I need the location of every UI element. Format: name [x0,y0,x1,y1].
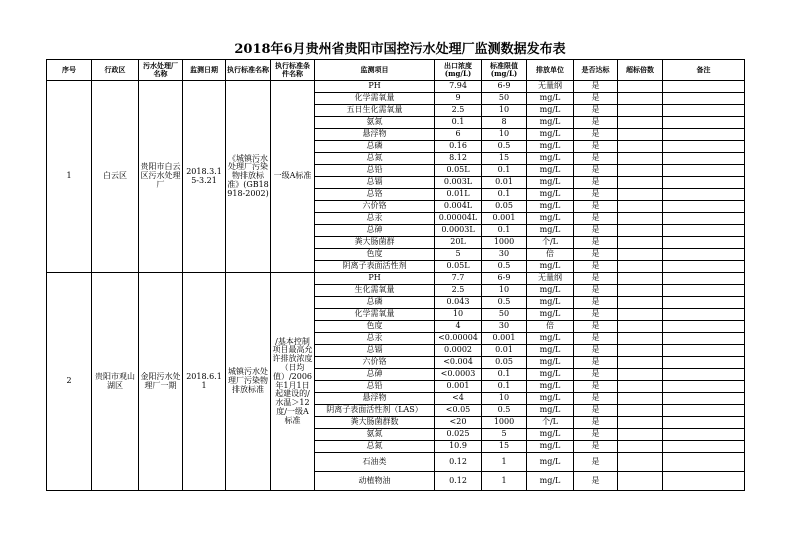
remark-cell [663,273,745,285]
remark-cell [663,369,745,381]
standard-limit-cell: 10 [482,285,527,297]
header-cell: 行政区 [92,60,139,81]
item-name-cell: PH [315,273,435,285]
unit-cell: mg/L [527,201,574,213]
remark-cell [663,225,745,237]
exceed-multiple-cell [618,417,663,429]
exceed-multiple-cell [618,429,663,441]
remark-cell [663,453,745,472]
standard-limit-cell: 0.5 [482,261,527,273]
standard-name-cell: 城镇污水处理厂污染物排放标准 [226,273,271,491]
compliance-cell: 是 [574,285,618,297]
plant-number-cell: 2 [47,273,92,491]
remark-cell [663,201,745,213]
outlet-concentration-cell: 2.5 [435,105,482,117]
outlet-concentration-cell: <0.0003 [435,369,482,381]
standard-condition-cell: /基本控制项目最高允许排放浓度（日均值）/2006年1月1日起建设的/水温＞12度/一级A 标准 [271,273,315,491]
page-title: 2018年6月贵州省贵阳市国控污水处理厂监测数据发布表 [234,42,566,57]
outlet-concentration-cell: 0.16 [435,141,482,153]
item-name-cell: 总砷 [315,225,435,237]
unit-cell: mg/L [527,357,574,369]
outlet-concentration-cell: 6 [435,129,482,141]
exceed-multiple-cell [618,285,663,297]
compliance-cell: 是 [574,429,618,441]
outlet-concentration-cell: 7.94 [435,81,482,93]
exceed-multiple-cell [618,201,663,213]
item-name-cell: 阴离子表面活性剂（LAS） [315,405,435,417]
standard-limit-cell: 6-9 [482,273,527,285]
standard-condition-cell: 一级A标准 [271,81,315,273]
exceed-multiple-cell [618,309,663,321]
compliance-cell: 是 [574,309,618,321]
header-cell: 超标倍数 [618,60,663,81]
outlet-concentration-cell: 2.5 [435,285,482,297]
remark-cell [663,405,745,417]
exceed-multiple-cell [618,189,663,201]
item-name-cell: 总磷 [315,141,435,153]
exceed-multiple-cell [618,177,663,189]
item-name-cell: 化学需氧量 [315,309,435,321]
compliance-cell: 是 [574,93,618,105]
standard-limit-cell: 0.1 [482,369,527,381]
outlet-concentration-cell: 0.00004L [435,213,482,225]
remark-cell [663,117,745,129]
exceed-multiple-cell [618,297,663,309]
compliance-cell: 是 [574,393,618,405]
exceed-multiple-cell [618,357,663,369]
compliance-cell: 是 [574,381,618,393]
header-cell: 执行标准条件名称 [271,60,315,81]
header-cell: 备注 [663,60,745,81]
remark-cell [663,261,745,273]
unit-cell: mg/L [527,472,574,491]
standard-limit-cell: 1 [482,472,527,491]
compliance-cell: 是 [574,273,618,285]
exceed-multiple-cell [618,369,663,381]
exceed-multiple-cell [618,453,663,472]
standard-name-cell: 《城镇污水处理厂污染物排放标准》(GB18918-2002) [226,81,271,273]
compliance-cell: 是 [574,321,618,333]
outlet-concentration-cell: 0.025 [435,429,482,441]
outlet-concentration-cell: 10 [435,309,482,321]
item-name-cell: 阴离子表面活性剂 [315,261,435,273]
unit-cell: mg/L [527,165,574,177]
outlet-concentration-cell: 20L [435,237,482,249]
remark-cell [663,129,745,141]
outlet-concentration-cell: 0.05L [435,261,482,273]
item-name-cell: 总砷 [315,369,435,381]
monitoring-date-cell: 2018.6.11 [183,273,226,491]
unit-cell: mg/L [527,405,574,417]
unit-cell: mg/L [527,453,574,472]
compliance-cell: 是 [574,189,618,201]
unit-cell: 倍 [527,321,574,333]
remark-cell [663,357,745,369]
item-name-cell: 悬浮物 [315,129,435,141]
item-name-cell: 总氮 [315,441,435,453]
standard-limit-cell: 0.01 [482,345,527,357]
outlet-concentration-cell: 0.004L [435,201,482,213]
outlet-concentration-cell: <20 [435,417,482,429]
remark-cell [663,105,745,117]
exceed-multiple-cell [618,405,663,417]
standard-limit-cell: 0.01 [482,177,527,189]
table-row [47,81,745,93]
exceed-multiple-cell [618,381,663,393]
outlet-concentration-cell: 0.043 [435,297,482,309]
item-name-cell: 化学需氧量 [315,93,435,105]
item-name-cell: 总镉 [315,177,435,189]
district-cell: 白云区 [92,81,139,273]
exceed-multiple-cell [618,441,663,453]
remark-cell [663,333,745,345]
monitoring-table [46,59,745,491]
plant-name-cell: 金阳污水处理厂一期 [139,273,183,491]
item-name-cell: 总铅 [315,381,435,393]
compliance-cell: 是 [574,165,618,177]
unit-cell: mg/L [527,213,574,225]
unit-cell: mg/L [527,309,574,321]
remark-cell [663,249,745,261]
item-name-cell: 五日生化需氧量 [315,105,435,117]
item-name-cell: 粪大肠菌群数 [315,417,435,429]
exceed-multiple-cell [618,141,663,153]
remark-cell [663,297,745,309]
exceed-multiple-cell [618,213,663,225]
item-name-cell: 色度 [315,321,435,333]
header-cell: 出口浓度(mg/L) [435,60,482,81]
compliance-cell: 是 [574,201,618,213]
exceed-multiple-cell [618,117,663,129]
item-name-cell: 悬浮物 [315,393,435,405]
compliance-cell: 是 [574,472,618,491]
compliance-cell: 是 [574,213,618,225]
standard-limit-cell: 10 [482,393,527,405]
exceed-multiple-cell [618,472,663,491]
compliance-cell: 是 [574,357,618,369]
header-cell: 排放单位 [527,60,574,81]
item-name-cell: 六价铬 [315,357,435,369]
district-cell: 贵阳市观山湖区 [92,273,139,491]
exceed-multiple-cell [618,81,663,93]
compliance-cell: 是 [574,237,618,249]
unit-cell: mg/L [527,141,574,153]
standard-limit-cell: 0.05 [482,201,527,213]
outlet-concentration-cell: 0.001 [435,381,482,393]
unit-cell: mg/L [527,177,574,189]
unit-cell: mg/L [527,333,574,345]
standard-limit-cell: 0.1 [482,381,527,393]
header-cell: 序号 [47,60,92,81]
item-name-cell: 总铅 [315,165,435,177]
standard-limit-cell: 0.05 [482,357,527,369]
remark-cell [663,417,745,429]
standard-limit-cell: 15 [482,153,527,165]
compliance-cell: 是 [574,153,618,165]
outlet-concentration-cell: 0.1 [435,117,482,129]
plant-number-cell: 1 [47,81,92,273]
outlet-concentration-cell: 4 [435,321,482,333]
exceed-multiple-cell [618,129,663,141]
plant-name-cell: 贵阳市白云区污水处理厂 [139,81,183,273]
unit-cell: mg/L [527,93,574,105]
outlet-concentration-cell: 0.0003L [435,225,482,237]
exceed-multiple-cell [618,225,663,237]
exceed-multiple-cell [618,93,663,105]
unit-cell: 倍 [527,249,574,261]
unit-cell: 个/L [527,417,574,429]
standard-limit-cell: 0.1 [482,189,527,201]
item-name-cell: 动植物油 [315,472,435,491]
item-name-cell: 总汞 [315,213,435,225]
monitoring-date-cell: 2018.3.15-3.21 [183,81,226,273]
compliance-cell: 是 [574,225,618,237]
remark-cell [663,165,745,177]
standard-limit-cell: 50 [482,309,527,321]
remark-cell [663,93,745,105]
standard-limit-cell: 0.001 [482,333,527,345]
unit-cell: 个/L [527,237,574,249]
item-name-cell: PH [315,81,435,93]
outlet-concentration-cell: <0.00004 [435,333,482,345]
unit-cell: mg/L [527,225,574,237]
standard-limit-cell: 0.1 [482,225,527,237]
outlet-concentration-cell: 0.05L [435,165,482,177]
outlet-concentration-cell: 9 [435,93,482,105]
header-row [47,60,745,81]
exceed-multiple-cell [618,249,663,261]
unit-cell: mg/L [527,261,574,273]
standard-limit-cell: 0.1 [482,165,527,177]
standard-limit-cell: 0.5 [482,297,527,309]
compliance-cell: 是 [574,177,618,189]
compliance-cell: 是 [574,81,618,93]
compliance-cell: 是 [574,417,618,429]
unit-cell: 无量纲 [527,273,574,285]
header-cell: 污水处理厂名称 [139,60,183,81]
outlet-concentration-cell: 10.9 [435,441,482,453]
unit-cell: mg/L [527,345,574,357]
standard-limit-cell: 30 [482,249,527,261]
unit-cell: 无量纲 [527,81,574,93]
remark-cell [663,81,745,93]
compliance-cell: 是 [574,369,618,381]
header-cell: 标准限值(mg/L) [482,60,527,81]
unit-cell: mg/L [527,189,574,201]
compliance-cell: 是 [574,453,618,472]
exceed-multiple-cell [618,273,663,285]
standard-limit-cell: 8 [482,117,527,129]
remark-cell [663,441,745,453]
unit-cell: mg/L [527,153,574,165]
remark-cell [663,213,745,225]
remark-cell [663,429,745,441]
item-name-cell: 总镉 [315,345,435,357]
compliance-cell: 是 [574,261,618,273]
compliance-cell: 是 [574,129,618,141]
exceed-multiple-cell [618,261,663,273]
unit-cell: mg/L [527,369,574,381]
standard-limit-cell: 0.001 [482,213,527,225]
outlet-concentration-cell: <0.05 [435,405,482,417]
item-name-cell: 总铬 [315,189,435,201]
header-cell: 监测日期 [183,60,226,81]
exceed-multiple-cell [618,165,663,177]
remark-cell [663,381,745,393]
exceed-multiple-cell [618,345,663,357]
header-cell: 监测项目 [315,60,435,81]
item-name-cell: 色度 [315,249,435,261]
standard-limit-cell: 15 [482,441,527,453]
unit-cell: mg/L [527,297,574,309]
remark-cell [663,472,745,491]
remark-cell [663,153,745,165]
remark-cell [663,321,745,333]
item-name-cell: 石油类 [315,453,435,472]
remark-cell [663,285,745,297]
compliance-cell: 是 [574,345,618,357]
outlet-concentration-cell: 0.003L [435,177,482,189]
item-name-cell: 总氮 [315,153,435,165]
standard-limit-cell: 1 [482,453,527,472]
standard-limit-cell: 0.5 [482,405,527,417]
compliance-cell: 是 [574,333,618,345]
compliance-cell: 是 [574,249,618,261]
standard-limit-cell: 10 [482,105,527,117]
unit-cell: mg/L [527,285,574,297]
item-name-cell: 六价铬 [315,201,435,213]
exceed-multiple-cell [618,105,663,117]
unit-cell: mg/L [527,393,574,405]
table-body [47,81,745,491]
remark-cell [663,189,745,201]
item-name-cell: 生化需氧量 [315,285,435,297]
standard-limit-cell: 30 [482,321,527,333]
outlet-concentration-cell: 0.12 [435,472,482,491]
exceed-multiple-cell [618,321,663,333]
outlet-concentration-cell: 8.12 [435,153,482,165]
unit-cell: mg/L [527,381,574,393]
item-name-cell: 粪大肠菌群 [315,237,435,249]
remark-cell [663,177,745,189]
remark-cell [663,309,745,321]
outlet-concentration-cell: <4 [435,393,482,405]
standard-limit-cell: 50 [482,93,527,105]
item-name-cell: 总磷 [315,297,435,309]
outlet-concentration-cell: <0.004 [435,357,482,369]
item-name-cell: 氨氮 [315,117,435,129]
compliance-cell: 是 [574,297,618,309]
exceed-multiple-cell [618,333,663,345]
table-row [47,273,745,285]
compliance-cell: 是 [574,117,618,129]
remark-cell [663,393,745,405]
outlet-concentration-cell: 0.0002 [435,345,482,357]
outlet-concentration-cell: 7.7 [435,273,482,285]
outlet-concentration-cell: 0.12 [435,453,482,472]
header-cell: 执行标准名称 [226,60,271,81]
exceed-multiple-cell [618,393,663,405]
standard-limit-cell: 1000 [482,237,527,249]
item-name-cell: 总汞 [315,333,435,345]
compliance-cell: 是 [574,441,618,453]
unit-cell: mg/L [527,117,574,129]
standard-limit-cell: 10 [482,129,527,141]
header-cell: 是否达标 [574,60,618,81]
remark-cell [663,345,745,357]
standard-limit-cell: 6-9 [482,81,527,93]
remark-cell [663,237,745,249]
exceed-multiple-cell [618,237,663,249]
exceed-multiple-cell [618,153,663,165]
standard-limit-cell: 5 [482,429,527,441]
standard-limit-cell: 0.5 [482,141,527,153]
unit-cell: mg/L [527,441,574,453]
unit-cell: mg/L [527,429,574,441]
outlet-concentration-cell: 0.01L [435,189,482,201]
compliance-cell: 是 [574,141,618,153]
unit-cell: mg/L [527,105,574,117]
standard-limit-cell: 1000 [482,417,527,429]
item-name-cell: 氨氮 [315,429,435,441]
compliance-cell: 是 [574,405,618,417]
compliance-cell: 是 [574,105,618,117]
remark-cell [663,141,745,153]
outlet-concentration-cell: 5 [435,249,482,261]
unit-cell: mg/L [527,129,574,141]
